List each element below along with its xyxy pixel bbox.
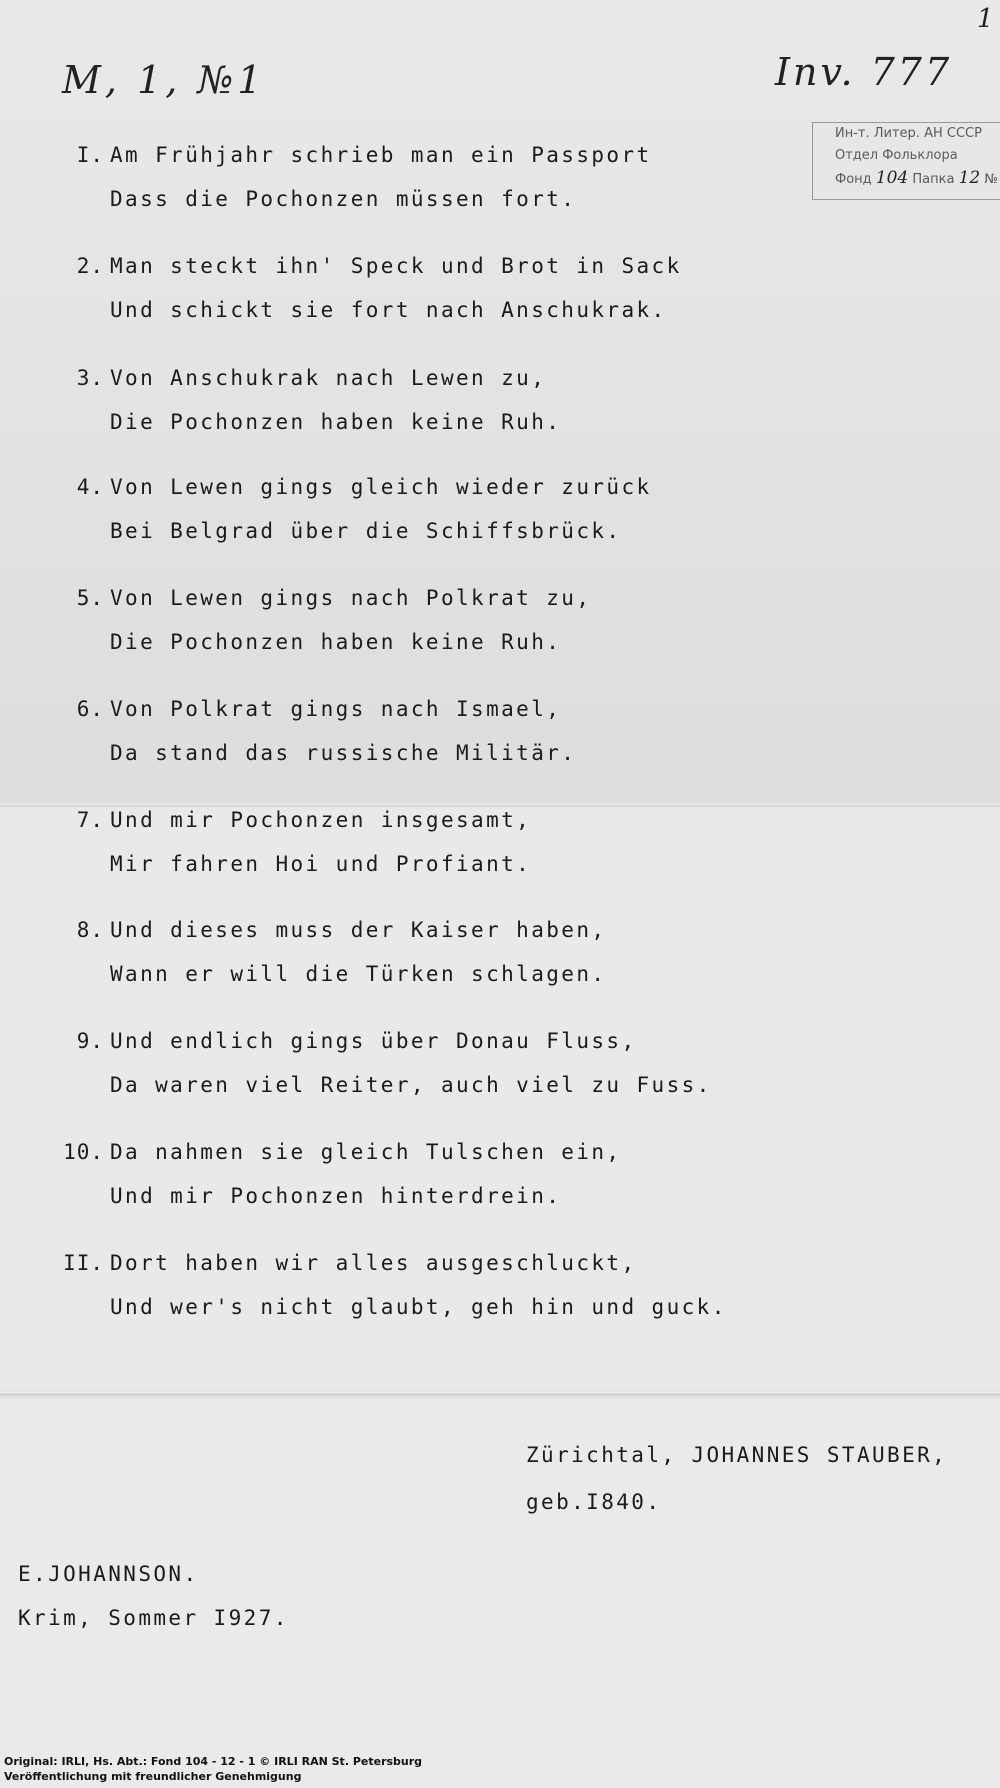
stanza-line: Von Anschukrak nach Lewen zu, [110, 366, 547, 390]
handwritten-inventory-number: Inv. 777 [775, 50, 953, 94]
stamp-papka-label: Папка [912, 172, 955, 187]
archive-stamp [812, 122, 1000, 200]
stamp-fond-number: 104 [875, 168, 909, 188]
stanza-number: 2. [76, 254, 104, 278]
stamp-line-department: Отдел Фольклора [835, 148, 958, 163]
handwritten-page-number: 1 [977, 4, 994, 34]
paper-fold-line [0, 1392, 1000, 1395]
stanza-line: Bei Belgrad über die Schiffsbrück. [110, 519, 622, 543]
handwritten-shelfmark: M, 1, №1 [62, 58, 266, 102]
stanza-line: Wann er will die Türken schlagen. [110, 962, 607, 986]
footer-permission: Veröffentlichung mit freundlicher Genehmigung [4, 1770, 302, 1783]
stanza-number: 5. [76, 586, 104, 610]
stanza-number: II. [63, 1251, 104, 1275]
stanza-line: Und mir Pochonzen hinterdrein. [110, 1184, 562, 1208]
stanza-line: Und mir Pochonzen insgesamt, [110, 808, 532, 832]
stanza-line: Dass die Pochonzen müssen fort. [110, 187, 577, 211]
stanza-line: Man steckt ihn' Speck und Brot in Sack [110, 254, 682, 278]
stanza-line: Da stand das russische Militär. [110, 741, 577, 765]
stamp-line-fond [835, 167, 1000, 191]
informant-line: Zürichtal, JOHANNES STAUBER, [526, 1443, 948, 1467]
stanza-line: Dort haben wir alles ausgeschluckt, [110, 1251, 637, 1275]
stanza-line: Die Pochonzen haben keine Ruh. [110, 630, 562, 654]
stanza-number: 4. [76, 475, 104, 499]
stanza-line: Mir fahren Hoi und Profiant. [110, 852, 532, 876]
stanza-number: 9. [76, 1029, 104, 1053]
stanza-line: Die Pochonzen haben keine Ruh. [110, 410, 562, 434]
stanza-line: Und dieses muss der Kaiser haben, [110, 918, 607, 942]
collector-name: E.JOHANNSON. [18, 1562, 199, 1586]
paper-fold-line [0, 804, 1000, 807]
informant-birth-year: geb.I840. [526, 1490, 662, 1514]
stanza-number: I. [76, 143, 104, 167]
stanza-line: Und endlich gings über Donau Fluss, [110, 1029, 637, 1053]
stamp-fond-label: Фонд [835, 172, 872, 187]
stanza-line: Da waren viel Reiter, auch viel zu Fuss. [110, 1073, 712, 1097]
stamp-papka-number: 12 [958, 168, 981, 188]
stanza-number: 3. [76, 366, 104, 390]
stanza-line: Am Frühjahr schrieb man ein Passport [110, 143, 652, 167]
stanza-number: 8. [76, 918, 104, 942]
stanza-line: Von Polkrat gings nach Ismael, [110, 697, 562, 721]
stanza-line: Von Lewen gings gleich wieder zurück [110, 475, 652, 499]
stanza-line: Da nahmen sie gleich Tulschen ein, [110, 1140, 622, 1164]
stamp-number-label: № [984, 172, 998, 187]
stanza-number: 6. [76, 697, 104, 721]
stanza-number: 7. [76, 808, 104, 832]
stamp-line-institute: Ин-т. Литер. АН СССР [835, 126, 982, 141]
stanza-line: Und wer's nicht glaubt, geh hin und guck. [110, 1295, 727, 1319]
stanza-line: Von Lewen gings nach Polkrat zu, [110, 586, 592, 610]
footer-credit: Original: IRLI, Hs. Abt.: Fond 104 - 12 - 1 © IRLI RAN St. Petersburg [4, 1755, 423, 1768]
collector-place-date: Krim, Sommer I927. [18, 1606, 289, 1630]
stanza-line: Und schickt sie fort nach Anschukrak. [110, 298, 667, 322]
stanza-number: 10. [63, 1140, 104, 1164]
